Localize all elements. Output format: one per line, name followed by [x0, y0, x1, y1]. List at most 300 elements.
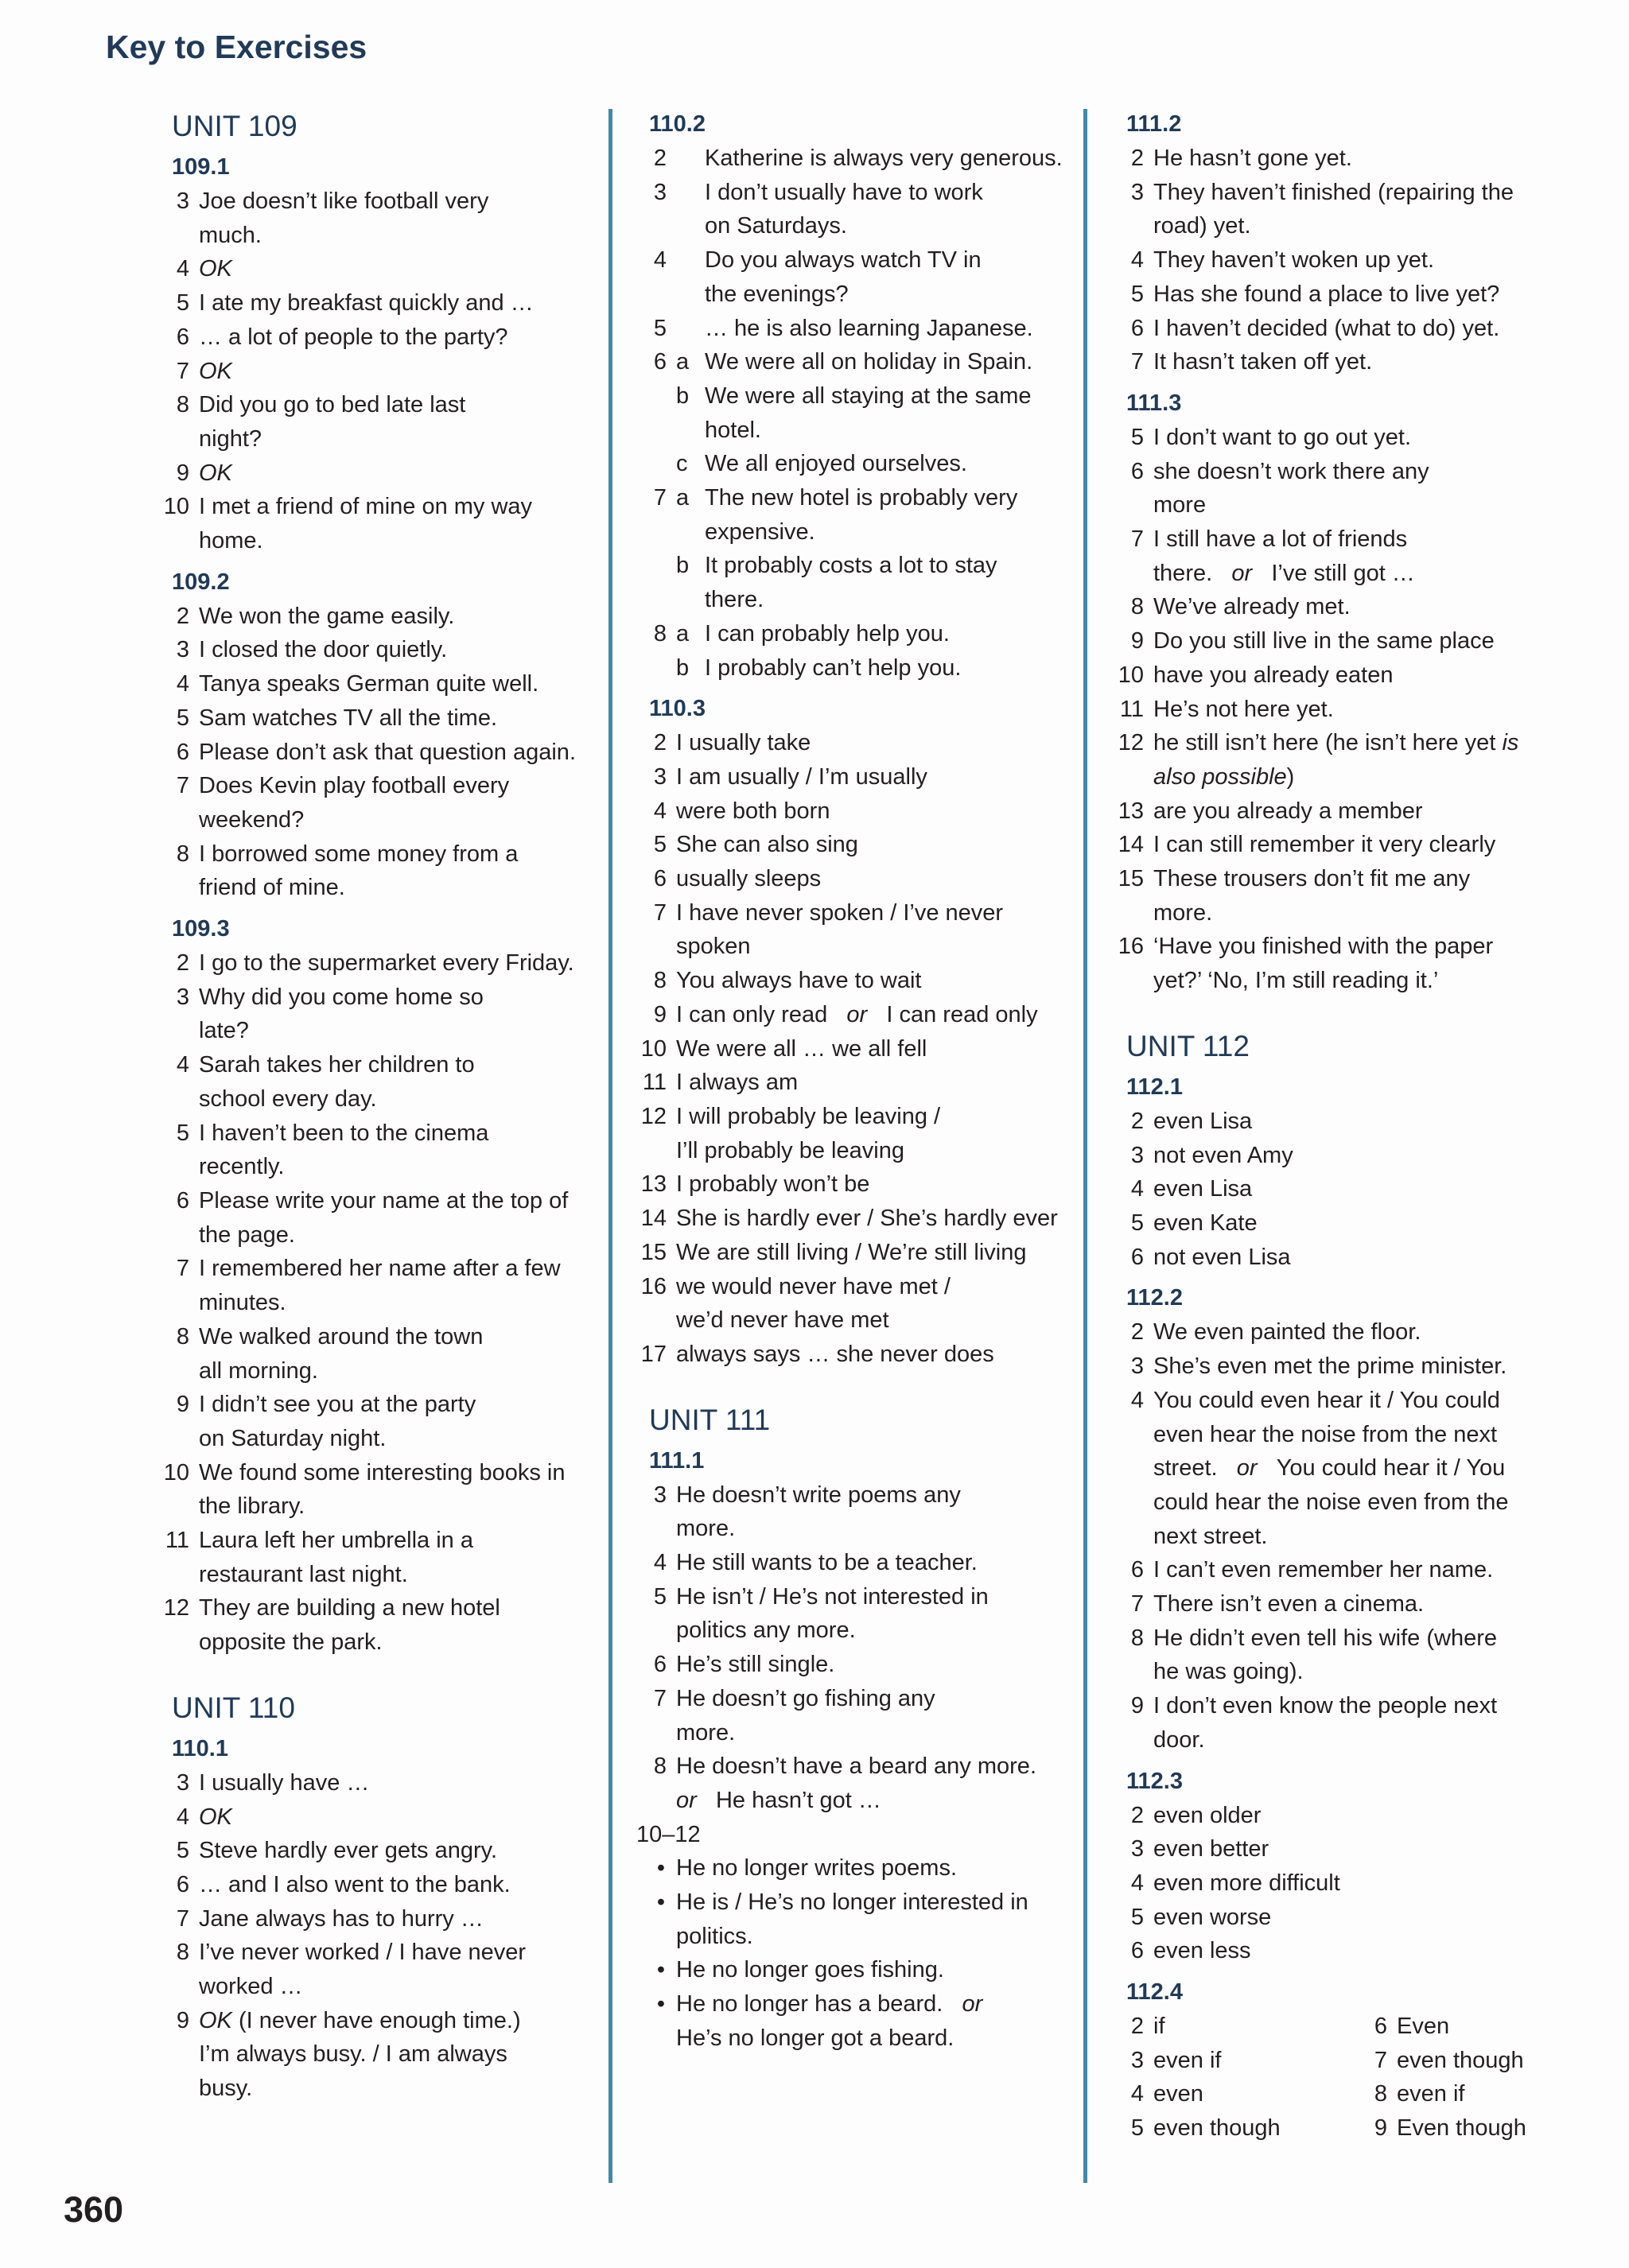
answer-item	[1114, 1621, 1543, 1656]
answer-item	[159, 837, 589, 872]
answer-text: He hasn’t gone yet.	[1153, 146, 1352, 171]
answer-item	[636, 1236, 1066, 1270]
answer-number: 2	[176, 603, 189, 629]
answer-number: 14	[640, 1206, 667, 1232]
answer-number	[1114, 1655, 1153, 1689]
answer-number: 5	[1130, 424, 1144, 450]
answer-number	[159, 1489, 199, 1524]
answer-text-rest: (I never have enough time.)	[231, 2007, 521, 2033]
answer-number: 4	[653, 798, 667, 824]
answer-item	[1114, 1206, 1543, 1241]
answer-text: I don’t usually have to work	[705, 179, 983, 205]
answer-item	[159, 701, 589, 736]
answer-item	[1114, 522, 1543, 557]
answer-text: Sam watches TV all the time.	[199, 705, 498, 731]
answer-number: 5	[653, 315, 667, 341]
answer-text: He doesn’t have a beard any more.	[676, 1753, 1036, 1780]
answer-number	[159, 1286, 199, 1320]
exercise-heading: 112.4	[1126, 1979, 1183, 2006]
answer-text: … and I also went to the bank.	[199, 1871, 511, 1897]
answer-letter	[676, 243, 705, 278]
answer-item	[1114, 312, 1543, 346]
answer-item	[159, 1800, 589, 1835]
bullet-icon: •	[656, 1855, 665, 1882]
answer-text: I don’t want to go out yet.	[1153, 424, 1412, 450]
answer-letter	[676, 209, 705, 243]
answer-letter	[676, 414, 705, 448]
answer-letter	[676, 515, 705, 550]
unit-heading: UNIT 109	[172, 110, 297, 142]
answer-text: more.	[676, 1719, 736, 1746]
answer-number: 4	[176, 1052, 189, 1078]
answer-text: I am usually / I’m usually	[676, 763, 927, 790]
answer-letter	[676, 312, 705, 346]
answer-item	[1114, 1520, 1543, 1554]
answer-item	[636, 312, 1066, 346]
answer-text: more.	[676, 1516, 736, 1542]
answer-number: 2	[653, 730, 667, 756]
answer-part: I can only read	[676, 1001, 828, 1027]
answer-text: I don’t even know the people next	[1153, 1693, 1498, 1719]
answer-text: I can still remember it very clearly	[1153, 832, 1496, 858]
answer-item	[159, 219, 589, 253]
exercise-heading: 109.1	[172, 154, 230, 180]
answer-text: he was going).	[1153, 1659, 1304, 1685]
bullet-text: He no longer writes poems.	[676, 1855, 957, 1882]
answer-number: 9	[653, 1001, 667, 1027]
answer-number: 9	[176, 460, 189, 486]
answer-number: 7	[176, 1256, 189, 1282]
answer-number: 3	[1130, 1353, 1144, 1380]
answer-letter: b	[676, 383, 690, 409]
answer-number: 4	[1130, 247, 1144, 274]
answer-text: more	[1153, 492, 1207, 518]
answer-item	[1114, 176, 1543, 210]
answer-number	[636, 583, 676, 617]
answer-text: restaurant last night.	[199, 1561, 408, 1587]
answer-item	[636, 1270, 1066, 1304]
answer-item	[1114, 455, 1543, 489]
answer-text: even Lisa	[1153, 1108, 1253, 1134]
answer-item	[159, 320, 589, 355]
answer-item	[1114, 2010, 1357, 2044]
column-3	[1114, 108, 1543, 2146]
page-header: Key to Exercises	[106, 29, 367, 65]
answer-number: 3	[176, 637, 189, 663]
answer-list-left	[1114, 2010, 1357, 2146]
answer-number: 9	[1130, 628, 1144, 654]
answer-item	[1114, 930, 1543, 964]
answer-text: We walked around the town	[199, 1323, 484, 1350]
answer-item	[159, 1558, 589, 1592]
answer-item	[159, 803, 589, 837]
answer-text: He’s not here yet.	[1153, 696, 1334, 722]
column-divider-right	[1083, 109, 1087, 2183]
answer-text: not even Amy	[1153, 1142, 1293, 1168]
answer-item	[159, 1286, 589, 1320]
answer-text: Laura left her umbrella in a	[199, 1528, 473, 1554]
answer-item	[1114, 1451, 1543, 1485]
answer-text: all morning.	[199, 1357, 318, 1384]
exercise-heading: 109.3	[172, 916, 230, 942]
answer-text: even better	[1153, 1836, 1269, 1862]
answer-list	[159, 600, 589, 905]
page-number: 360	[64, 2189, 124, 2230]
answer-text: We all enjoyed ourselves.	[705, 451, 967, 477]
answer-text	[199, 2004, 589, 2038]
answer-item	[159, 422, 589, 456]
bullet-text: He’s no longer got a beard.	[676, 2025, 954, 2051]
answer-text: I met a friend of mine on my way	[199, 494, 533, 520]
answer-item	[159, 1422, 589, 1456]
answer-list	[1114, 142, 1543, 379]
answer-number: 8	[653, 1753, 667, 1780]
answer-item	[1114, 278, 1543, 312]
answer-number: 2	[1130, 1108, 1144, 1134]
answer-number: 3	[653, 763, 667, 790]
answer-number	[636, 379, 676, 414]
answer-text: I go to the supermarket every Friday.	[199, 950, 574, 977]
answer-number: 7	[1130, 1591, 1144, 1618]
answer-text: next street.	[1153, 1523, 1268, 1549]
answer-text: the library.	[199, 1493, 305, 1520]
answer-item	[636, 1066, 1066, 1100]
answer-text: I can probably help you.	[705, 620, 950, 647]
answer-number: 15	[1118, 866, 1144, 892]
answer-text: even though	[1153, 2115, 1281, 2142]
answer-item	[159, 1388, 589, 1422]
answer-number: 5	[176, 1120, 189, 1146]
answer-item	[1114, 794, 1543, 829]
answer-item	[159, 456, 589, 491]
answer-text: friend of mine.	[199, 875, 345, 901]
answer-number: 4	[653, 1550, 667, 1576]
answer-item	[1114, 2044, 1357, 2078]
answer-text: much.	[199, 222, 262, 248]
bullet-item	[636, 1953, 1066, 1987]
answer-text	[1153, 1451, 1543, 1485]
answer-letter: a	[676, 620, 690, 647]
answer-number	[636, 549, 676, 583]
answer-item	[636, 1100, 1066, 1134]
answer-text: even though	[1397, 2047, 1524, 2073]
answer-letter	[676, 278, 705, 312]
answer-text	[1153, 557, 1543, 591]
answer-number: 5	[653, 832, 667, 858]
answer-text: are you already a member	[1153, 798, 1423, 824]
answer-item	[636, 1682, 1066, 1716]
answer-number: 7	[653, 1685, 667, 1711]
answer-number: 5	[653, 1583, 667, 1610]
answer-item	[159, 1320, 589, 1354]
answer-item	[636, 862, 1066, 896]
answer-text: Steve hardly ever gets angry.	[199, 1838, 498, 1864]
answer-item	[636, 1614, 1066, 1648]
answer-text: Please don’t ask that question again.	[199, 739, 576, 765]
answer-item	[636, 481, 1066, 515]
bullet-item	[636, 1987, 1066, 2021]
answer-item	[1114, 658, 1543, 693]
answer-list	[1114, 1799, 1543, 1969]
answer-item	[1357, 2044, 1600, 2078]
answer-number: 6	[176, 1871, 189, 1897]
answer-text: could hear the noise even from the	[1153, 1489, 1509, 1515]
answer-text: We found some interesting books in	[199, 1459, 566, 1485]
answer-number	[636, 1716, 676, 1750]
answer-number: 3	[176, 984, 189, 1010]
answer-number: 6	[653, 349, 667, 375]
bullet-text: He no longer goes fishing.	[676, 1957, 944, 1983]
answer-text: It hasn’t taken off yet.	[1153, 349, 1373, 375]
answer-item	[636, 651, 1066, 685]
answer-text: I have never spoken / I’ve never	[676, 899, 1004, 926]
answer-item	[636, 447, 1066, 481]
answer-number	[1114, 1485, 1153, 1520]
answer-item	[1357, 2010, 1600, 2044]
answer-text: He’s still single.	[676, 1652, 835, 1678]
exercise-heading: 112.1	[1126, 1074, 1183, 1100]
answer-number	[636, 209, 676, 243]
answer-number: 3	[1130, 179, 1144, 205]
answer-item	[1114, 2111, 1357, 2146]
answer-item	[1114, 2077, 1357, 2111]
answer-text: if	[1153, 2014, 1165, 2040]
answer-number: 17	[640, 1341, 667, 1367]
exercise-heading: 110.2	[649, 111, 706, 137]
answer-item	[159, 1834, 589, 1868]
bullet-text: politics.	[676, 1923, 753, 1949]
answer-text: school every day.	[199, 1085, 377, 1112]
answer-number: 9	[176, 2007, 189, 2033]
answer-item	[1357, 2111, 1600, 2146]
answer-number: 6	[176, 324, 189, 350]
answer-item	[159, 286, 589, 320]
answer-number: 9	[176, 1392, 189, 1418]
answer-letter	[676, 142, 705, 176]
answer-text: even hear the noise from the next	[1153, 1421, 1498, 1447]
answer-text: We won the game easily.	[199, 603, 455, 629]
answer-letter	[676, 176, 705, 210]
answer-text: Does Kevin play football every	[199, 773, 510, 799]
answer-text: we’d never have met	[676, 1307, 889, 1334]
answer-item	[159, 2037, 589, 2072]
answer-text: expensive.	[705, 518, 815, 545]
answer-number: 6	[653, 1652, 667, 1678]
answer-text: She’s even met the prime minister.	[1153, 1353, 1507, 1380]
answer-number: 5	[176, 705, 189, 731]
answer-list	[1114, 1315, 1543, 1451]
answer-text: He didn’t even tell his wife (where	[1153, 1625, 1497, 1651]
answer-number	[159, 1218, 199, 1252]
answer-number: 2	[653, 146, 667, 171]
answer-item	[1114, 1384, 1543, 1418]
answer-number: 3	[1130, 1836, 1144, 1862]
range-text: 10–12	[636, 1821, 701, 1847]
answer-number	[1114, 964, 1153, 998]
answer-number: 9	[1130, 1693, 1144, 1719]
answer-item	[1114, 1139, 1543, 1173]
answer-text: hotel.	[705, 417, 761, 443]
answer-text: He doesn’t write poems any	[676, 1482, 961, 1508]
answer-item	[1114, 1350, 1543, 1384]
answer-number	[159, 1354, 199, 1388]
column-divider-left	[608, 109, 612, 2183]
answer-text: on Saturday night.	[199, 1425, 387, 1451]
answer-number: 2	[176, 950, 189, 977]
exercise-heading: 111.2	[1126, 111, 1182, 137]
answer-item	[1114, 964, 1543, 998]
answer-item	[159, 1766, 589, 1800]
answer-item	[1114, 1901, 1543, 1935]
answer-item	[159, 1625, 589, 1660]
answer-item	[159, 981, 589, 1015]
answer-number: 7	[1130, 526, 1144, 553]
answer-text: even	[1153, 2081, 1203, 2107]
answer-list	[1114, 794, 1543, 998]
answer-number: 6	[1130, 1938, 1144, 1964]
answer-number: 7	[176, 358, 189, 384]
answer-item	[1114, 1799, 1543, 1833]
answer-item	[159, 871, 589, 905]
answer-item	[159, 2072, 589, 2106]
answer-item	[1114, 760, 1543, 794]
bullet-item	[636, 1885, 1066, 1920]
answer-item	[636, 1478, 1066, 1513]
answer-item	[636, 379, 1066, 414]
answer-item	[1114, 693, 1543, 727]
answer-item	[636, 1202, 1066, 1236]
answer-number: 4	[1130, 1176, 1144, 1202]
answer-number: 8	[1130, 594, 1144, 620]
answer-list	[636, 1032, 1066, 1372]
answer-item	[1114, 488, 1543, 522]
answer-number: 8	[653, 620, 667, 647]
answer-number: 6	[176, 1187, 189, 1214]
answer-text: He isn’t / He’s not interested in	[676, 1583, 989, 1610]
or-word: or	[676, 1787, 697, 1813]
answer-item	[159, 1902, 589, 1936]
answer-text: We even painted the floor.	[1153, 1319, 1421, 1346]
answer-item	[636, 278, 1066, 312]
answer-number: 2	[1130, 1319, 1144, 1346]
answer-item	[1114, 896, 1543, 930]
answer-item	[1114, 209, 1543, 243]
answer-number: 10	[640, 1035, 667, 1062]
bullet-item	[636, 2021, 1066, 2056]
answer-part: there.	[1153, 560, 1213, 586]
answer-text: Has she found a place to live yet?	[1153, 281, 1500, 307]
unit-heading: UNIT 111	[649, 1403, 771, 1436]
answer-text: night?	[199, 425, 262, 452]
answer-number: 7	[1374, 2047, 1387, 2073]
answer-text: Sarah takes her children to	[199, 1052, 475, 1078]
unit-heading: UNIT 112	[1126, 1029, 1250, 1062]
answer-number	[159, 1014, 199, 1048]
answer-number: 8	[176, 1323, 189, 1350]
exercise-heading: 111.3	[1126, 390, 1182, 416]
answer-text: the page.	[199, 1221, 295, 1248]
answer-list	[159, 184, 589, 558]
answer-number: 3	[653, 179, 667, 205]
answer-text: We were all on holiday in Spain.	[705, 349, 1033, 375]
answer-number: 6	[653, 866, 667, 892]
answer-item	[159, 946, 589, 981]
answer-text: She can also sing	[676, 832, 858, 858]
answer-item	[636, 1716, 1066, 1750]
answer-item	[159, 2004, 589, 2038]
answer-letter: a	[676, 485, 690, 511]
answer-text: OK	[199, 358, 232, 384]
answer-text: worked …	[199, 1974, 303, 2000]
bullet-icon: •	[656, 1889, 665, 1916]
answer-item	[159, 1014, 589, 1048]
answer-item	[1114, 1723, 1543, 1757]
answer-number: 10	[163, 1459, 189, 1485]
answer-text: Please write your name at the top of	[199, 1187, 569, 1214]
answer-number: 7	[176, 773, 189, 799]
answer-text: Katherine is always very generous.	[705, 146, 1063, 171]
answer-item	[159, 524, 589, 558]
answer-text: road) yet.	[1153, 213, 1251, 239]
answer-item	[636, 1303, 1066, 1338]
answer-number: 6	[176, 739, 189, 765]
answer-number: 4	[1130, 1387, 1144, 1413]
exercise-heading: 111.1	[649, 1447, 705, 1474]
answer-text: I haven’t been to the cinema	[199, 1120, 489, 1146]
answer-item	[636, 1032, 1066, 1066]
answer-text: usually sleeps	[676, 866, 822, 892]
answer-number: 6	[1374, 2014, 1387, 2040]
answer-number: 11	[642, 1070, 667, 1096]
answer-text: even worse	[1153, 1904, 1272, 1930]
answer-number	[1114, 1723, 1153, 1757]
answer-number: 12	[1118, 730, 1144, 756]
answer-number	[636, 278, 676, 312]
or-word: or	[1236, 1455, 1258, 1482]
answer-number	[636, 1512, 676, 1546]
answer-text: We were all staying at the same	[705, 383, 1032, 409]
answer-number: 16	[1118, 934, 1144, 960]
answer-number: 12	[163, 1595, 189, 1621]
answer-text: I always am	[676, 1070, 799, 1096]
answer-part: street.	[1153, 1455, 1218, 1482]
answer-number	[159, 1970, 199, 2004]
answer-list	[636, 1478, 1066, 1784]
answer-number: 4	[1130, 1870, 1144, 1896]
answer-text: there.	[705, 587, 764, 613]
answer-item	[1114, 1689, 1543, 1723]
answer-number: 15	[640, 1239, 667, 1265]
answer-item	[636, 345, 1066, 379]
answer-list	[1114, 1105, 1543, 1275]
answer-number	[636, 1303, 676, 1338]
answer-item	[1114, 1418, 1543, 1452]
answer-text: We’ve already met.	[1153, 594, 1351, 620]
answer-item	[1114, 624, 1543, 658]
two-column-answers	[1114, 2010, 1543, 2146]
exercise-heading: 112.2	[1126, 1285, 1183, 1311]
bullet-item	[636, 1920, 1066, 1954]
answer-text: were both born	[676, 798, 830, 824]
answer-item	[159, 1354, 589, 1388]
answer-item	[1114, 862, 1543, 896]
answer-text: Do you always watch TV in	[705, 247, 982, 274]
answer-part-italic: is	[1502, 730, 1519, 756]
answer-number: 6	[1130, 1244, 1144, 1270]
answer-text: we would never have met /	[676, 1273, 951, 1299]
answer-text: I’m always busy. / I am always	[199, 2041, 507, 2068]
answer-part: I’ve still got …	[1271, 560, 1415, 586]
